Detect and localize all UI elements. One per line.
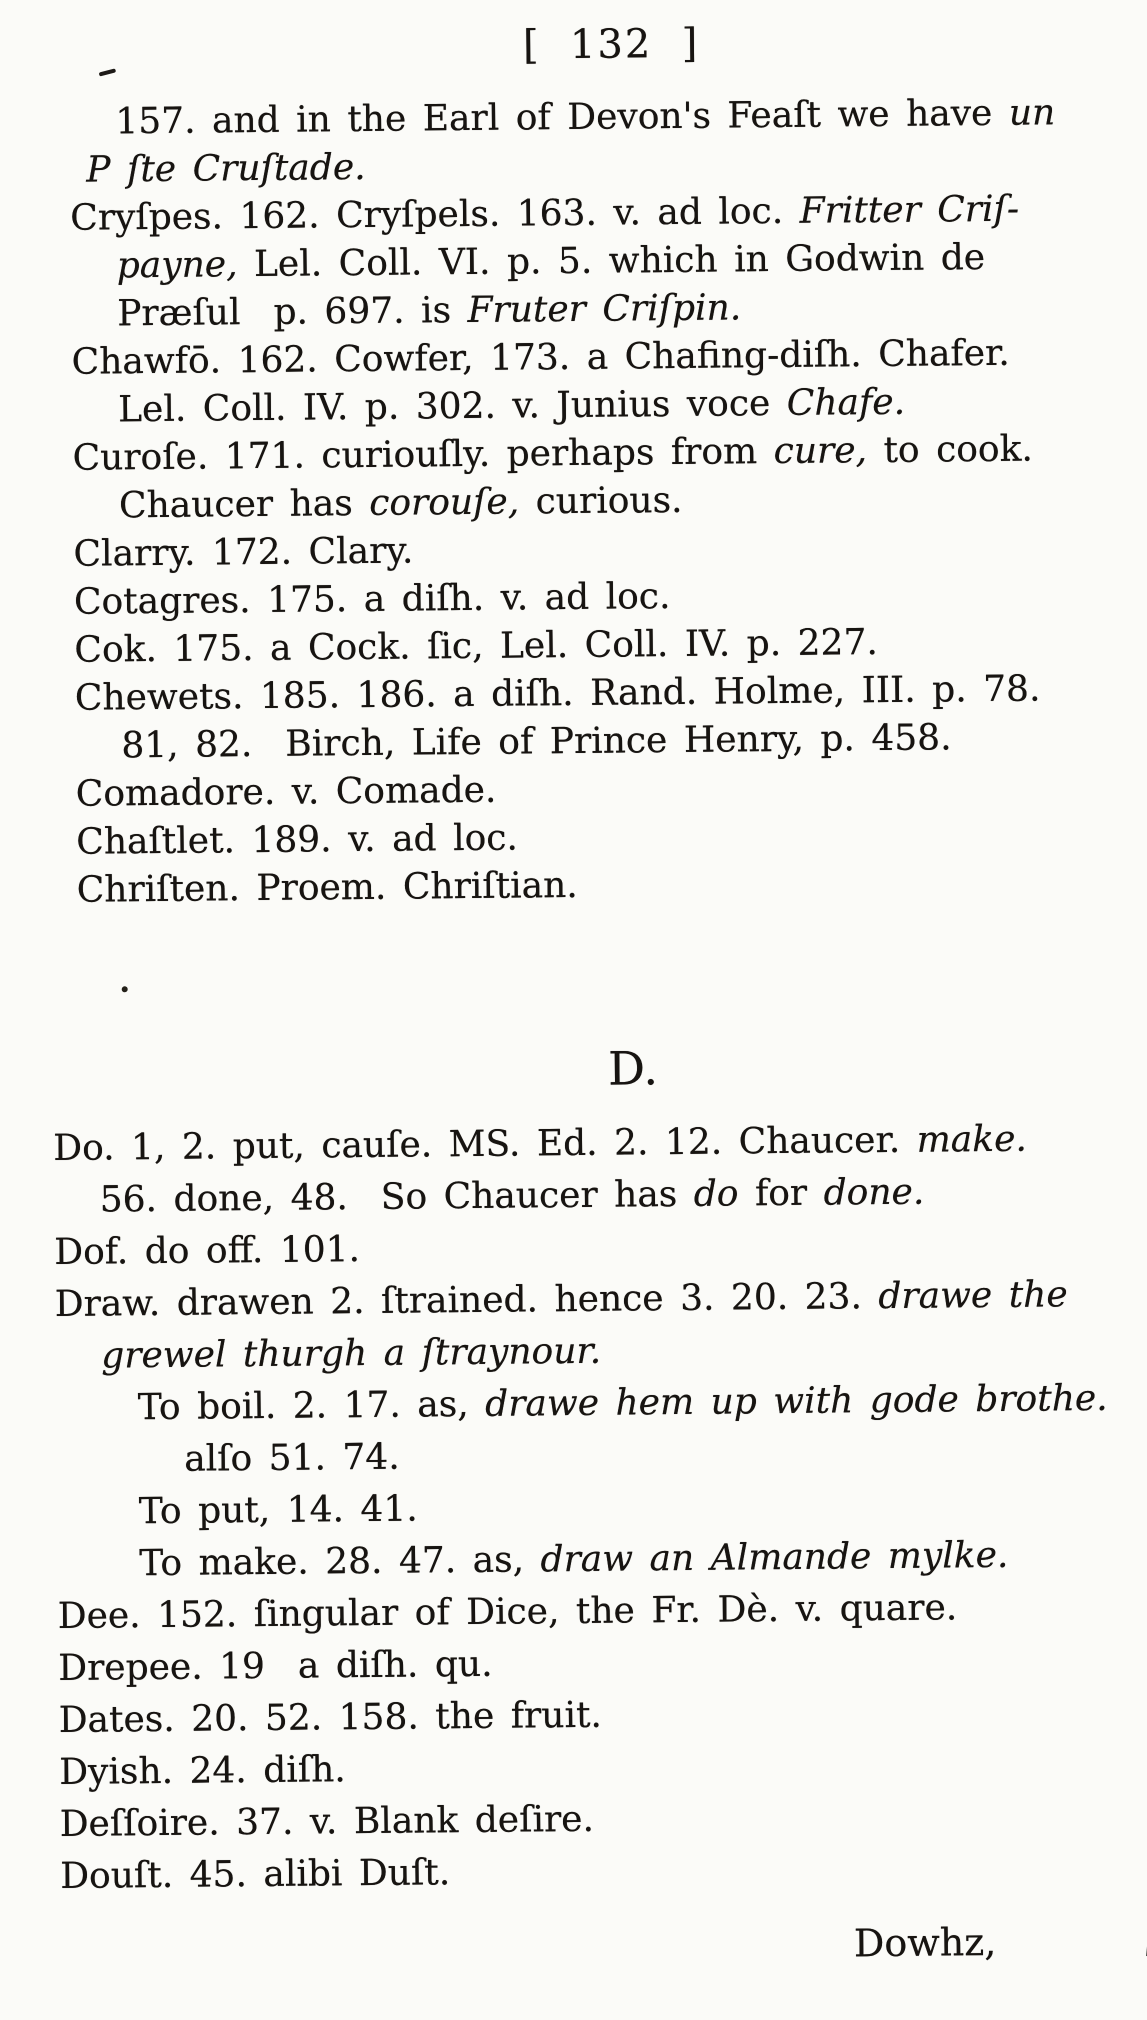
text-segment: drawe hem up with gode brothe.: [484, 1377, 1108, 1425]
text-segment: do: [693, 1173, 739, 1215]
text-segment: To make. 28. 47. as,: [139, 1539, 541, 1585]
text-segment: Cryſpes. 162. Cryſpels. 163. v. ad loc.: [70, 190, 800, 239]
text-segment: Curoſe. 171. curiouſly. perhaps from: [72, 431, 774, 479]
text-segment: 157. and in the Earl of Devon's Feaſt we have: [115, 92, 1010, 143]
text-segment: Lel. Coll. IV. p. 302. v. Junius voce: [117, 382, 788, 431]
glossary-line: [72, 425, 1113, 483]
glossary-line: [57, 1529, 1124, 1591]
text-segment: alſo 51. 74.: [184, 1436, 400, 1480]
catchword: Dowhz,: [853, 1919, 997, 1966]
text-segment: Dates. 20. 52. 158. the fruit.: [58, 1694, 603, 1741]
entries: [0, 89, 1147, 1904]
text-segment: 56. done, 48. So Chaucer has: [99, 1173, 694, 1221]
text-segment: P ſte Cruſtade.: [86, 146, 366, 191]
text-segment: Præſul p. 697. is: [117, 289, 468, 335]
scan-speck: [122, 986, 128, 992]
text-segment: draw an Almande mylke.: [540, 1534, 1009, 1581]
text-segment: Do. 1, 2. put, cauſe. MS. Ed. 2. 12. Chaucer.: [53, 1119, 917, 1169]
text-segment: Chawfō. 162. Cowfer, 173. a Chafing-diſh. Chafer.: [71, 332, 1010, 383]
text-segment: Douſt. 45. alibi Duſt.: [60, 1852, 451, 1897]
text-segment: un: [1008, 92, 1056, 134]
text-segment: Dof. do off. 101.: [54, 1229, 361, 1273]
text-segment: Cotagres. 175. a diſh. v. ad loc.: [73, 576, 671, 623]
text-segment: Cok. 175. a Cock. ſic, Lel. Coll. IV. p. 227.: [74, 622, 879, 671]
section-c: [43, 89, 1118, 915]
text-segment: Fruter Criſpin.: [467, 287, 742, 331]
text-segment: curious.: [518, 479, 683, 523]
text-segment: Lel. Coll. VI. p. 5. which in Godwin de: [237, 237, 986, 286]
section-d: [52, 1037, 1127, 1903]
text-segment: Drepee. 19 a diſh. qu.: [58, 1643, 493, 1689]
text-segment: drawe the: [878, 1274, 1068, 1318]
text-segment: make.: [916, 1118, 1028, 1161]
glossary-line: [55, 1373, 1122, 1435]
glossary-line: [69, 89, 1110, 147]
text-segment: Chaſtlet. 189. v. ad loc.: [76, 817, 519, 863]
scanned-book-page: [0, 17, 1147, 2020]
text-segment: corouſe,: [369, 481, 520, 524]
text-segment: Fritter Criſ-: [799, 188, 1020, 232]
glossary-line: [71, 329, 1112, 387]
text-segment: Dee. 152. ſingular of Dice, the Fr. Dè. v. quare.: [57, 1587, 958, 1637]
text-segment: Clarry. 172. Clary.: [73, 530, 414, 575]
page-number-header: [ 132 ]: [522, 20, 700, 69]
glossary-line: [53, 1113, 1120, 1175]
glossary-line: [71, 233, 1112, 291]
text-segment: Deſſoire. 37. v. Blank deſire.: [59, 1798, 595, 1845]
text-segment: to cook.: [866, 428, 1034, 472]
text-segment: for: [738, 1172, 824, 1215]
text-segment: Chaucer has: [118, 482, 370, 527]
text-segment: Chafe.: [786, 381, 906, 424]
text-segment: To put, 14. 41.: [138, 1488, 418, 1533]
text-segment: Comadore. v. Comade.: [75, 769, 497, 815]
text-segment: To boil. 2. 17. as,: [137, 1383, 486, 1429]
glossary-line: [60, 1841, 1127, 1903]
text-segment: payne,: [116, 244, 238, 287]
glossary-line: [77, 857, 1118, 915]
text-segment: grewel thurgh a ſtraynour.: [101, 1330, 602, 1377]
text-segment: 81, 82. Birch, Life of Prince Henry, p. 458.: [121, 717, 952, 767]
glossary-line: [75, 665, 1116, 723]
text-segment: done.: [823, 1171, 925, 1214]
text-segment: Draw. drawen 2. ſtrained. hence 3. 20. 23.: [54, 1276, 879, 1325]
text-segment: Chewets. 185. 186. a diſh. Rand. Holme, III. p. 78.: [74, 668, 1041, 719]
glossary-line: [54, 1269, 1121, 1331]
section-heading-d: D.: [607, 1041, 659, 1096]
text-segment: cure,: [773, 430, 868, 473]
text-segment: Chriſten. Proem. Chriſtian.: [76, 864, 578, 911]
text-segment: [70, 150, 87, 191]
text-segment: Dyish. 24. diſh.: [59, 1749, 346, 1793]
